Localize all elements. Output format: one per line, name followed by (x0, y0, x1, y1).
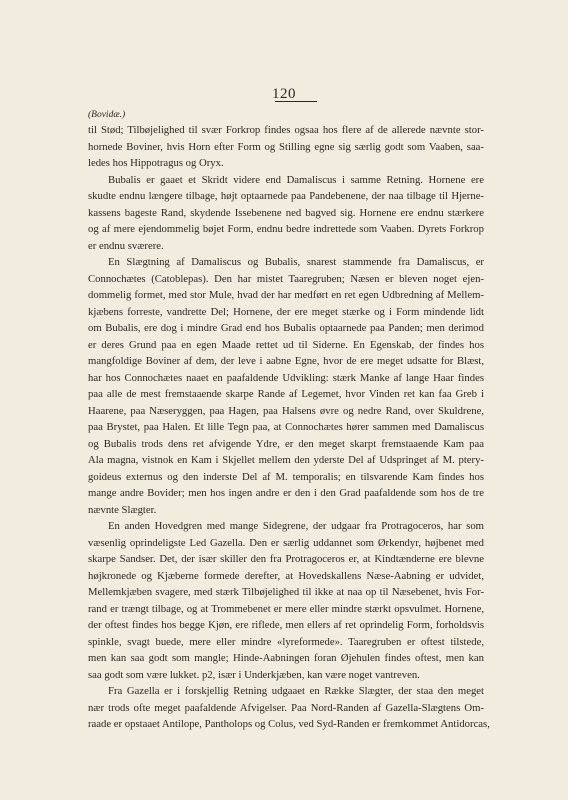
text-line: ledes hos Hippotragus og Oryx. (88, 157, 224, 169)
text-line: er endnu sværere. (88, 239, 164, 252)
text-line: og Bubalis trods dens ret afvigende Ydre, er den meget skarpt fremstaaende Kam paa (88, 437, 484, 450)
text-line: der oftest findes hos begge Kjøn, ere riflede, men ellers af ret oprindelig Form, forholdsvis (88, 619, 484, 631)
text-line: Haarene, paa Næseryggen, paa Hagen, paa Halsens øvre og nedre Rand, over Skuldrene, (88, 404, 484, 417)
text-line: goideus externus og den inderste Del af M. temporalis; en tilsvarende Kam findes hos (88, 470, 484, 483)
text-line: er deres Grund paa en egen Maade rettet ud til Siderne. En Egenskab, der findes hos (88, 338, 484, 351)
text-line: Ala magna, vistnok en Kam i Skjellet mellem den yderste Del af Udspringet af M. ptery- (88, 454, 484, 466)
text-line: nær trods ofte meget paafaldende Afvigelser. Paa Nord-Randen af Gazella-Slægtens Om- (88, 701, 484, 714)
text-line: skudte endnu længere tilbage, højt optaarnede paa Pandebenene, der naa tilbage til Hjerne- (88, 190, 484, 202)
text-line: mangfoldige Boviner af dem, der leve i aabne Egne, hvor de ere meget udsatte for Blæst, (88, 355, 484, 367)
text-line: nævnte Slægter. (88, 503, 157, 516)
text-line: paa Brystet, paa Halen. Et lille Tegn paa, at Connochætes hører sammen med Damaliscus (88, 421, 484, 433)
body-text (88, 122, 490, 733)
text-line: raade er opstaaet Antilope, Pantholops og Colus, ved Syd-Randen er fremkommet Antidorcas, (88, 718, 490, 730)
text-line: Bubalis er gaaet et Skridt videre end Damaliscus i samme Retning. Hornene ere (108, 173, 484, 186)
text-line: skarpe Sandser. Det, der især skiller den fra Protragoceros er, at Kindtænderne ere blevne (88, 553, 484, 565)
text-line: hornede Boviner, hvis Horn efter Form og Stilling egne sig særlig godt som Vaaben, saa- (88, 140, 484, 153)
page-number-rule (275, 101, 317, 102)
text-line: kassens bageste Rand, skydende Issebenene ned bagved sig. Hornene ere endnu stærkere (88, 206, 484, 219)
text-line: rand er trængt tilbage, og at Trommebenet er mere eller mindre stærkt opsvulmet. Hornene, (88, 602, 484, 615)
page-number: 120 (272, 86, 296, 102)
text-line: paa alle de mest fremstaaende skarpe Rande af Legemet, hvor Vinden ret kan faa Greb i (88, 388, 484, 400)
text-line: Connochætes (Catoblepas). Den har mistet Taaregruben; Næsen er bleven noget ejen- (88, 272, 484, 285)
text-line: om Bubalis, ere dog i mindre Grad end hos Bubalis optaarnede paa Panden; men derimod (88, 322, 484, 334)
running-head: (Bovidæ.) (88, 110, 126, 120)
text-line: har hos Connochætes naaet en paafaldende Udvikling: stærk Manke af lange Haar findes (88, 371, 484, 384)
text-line: saa godt som være lukket. p2, især i Underkjæben, kan være noget vantreven. (88, 668, 420, 681)
text-line: En anden Hovedgren med mange Sidegrene, der udgaar fra Protragoceros, har som (108, 520, 484, 532)
text-line: Mellemkjæben svagere, med stærk Tilbøjelighed til ikke at naa op til Næsebenet, hvis For- (88, 586, 484, 598)
text-line: væsenlig oprindeligste Led Gazella. Den er særlig uddannet som Ørkendyr, højbenet med (88, 536, 484, 549)
text-line: og af mere ejendommelig bøjet Form, endnu bedre indrettede som Vaaben. Dyrets Forkrop (88, 223, 484, 235)
text-line: Fra Gazella er i forskjellig Retning udgaaet en Række Slægter, der staa den meget (108, 685, 484, 697)
text-line: spinkle, svagt buede, mere eller mindre «lyreformede». Taaregruben er oftest tilstede, (88, 635, 484, 648)
text-line: dommelig formet, med stor Mule, hvad der har medført en ret egen Udbredning af Mellem- (88, 289, 484, 301)
text-line: højkronede og Kjæberne formede derefter, at Hovedskallens Næse-Aabning er udvidet, (88, 569, 484, 582)
text-line: En Slægtning af Damaliscus og Bubalis, snarest stammende fra Damaliscus, er (108, 256, 484, 268)
text-line: kjæbens forreste, vandrette Del; Hornene, der ere meget stærke og i Form mindende lidt (88, 305, 484, 318)
text-line: til Stød; Tilbøjelighed til svær Forkrop findes ogsaa hos flere af de allerede nævnte stor- (88, 124, 484, 136)
text-line: men kan saa godt som mangle; Hinde-Aabningen foran Øjehulen findes oftest, men kan (88, 652, 484, 664)
text-line: mange andre Bovider; men hos ingen andre er den i den Grad paafaldende som hos de tre (88, 487, 484, 499)
